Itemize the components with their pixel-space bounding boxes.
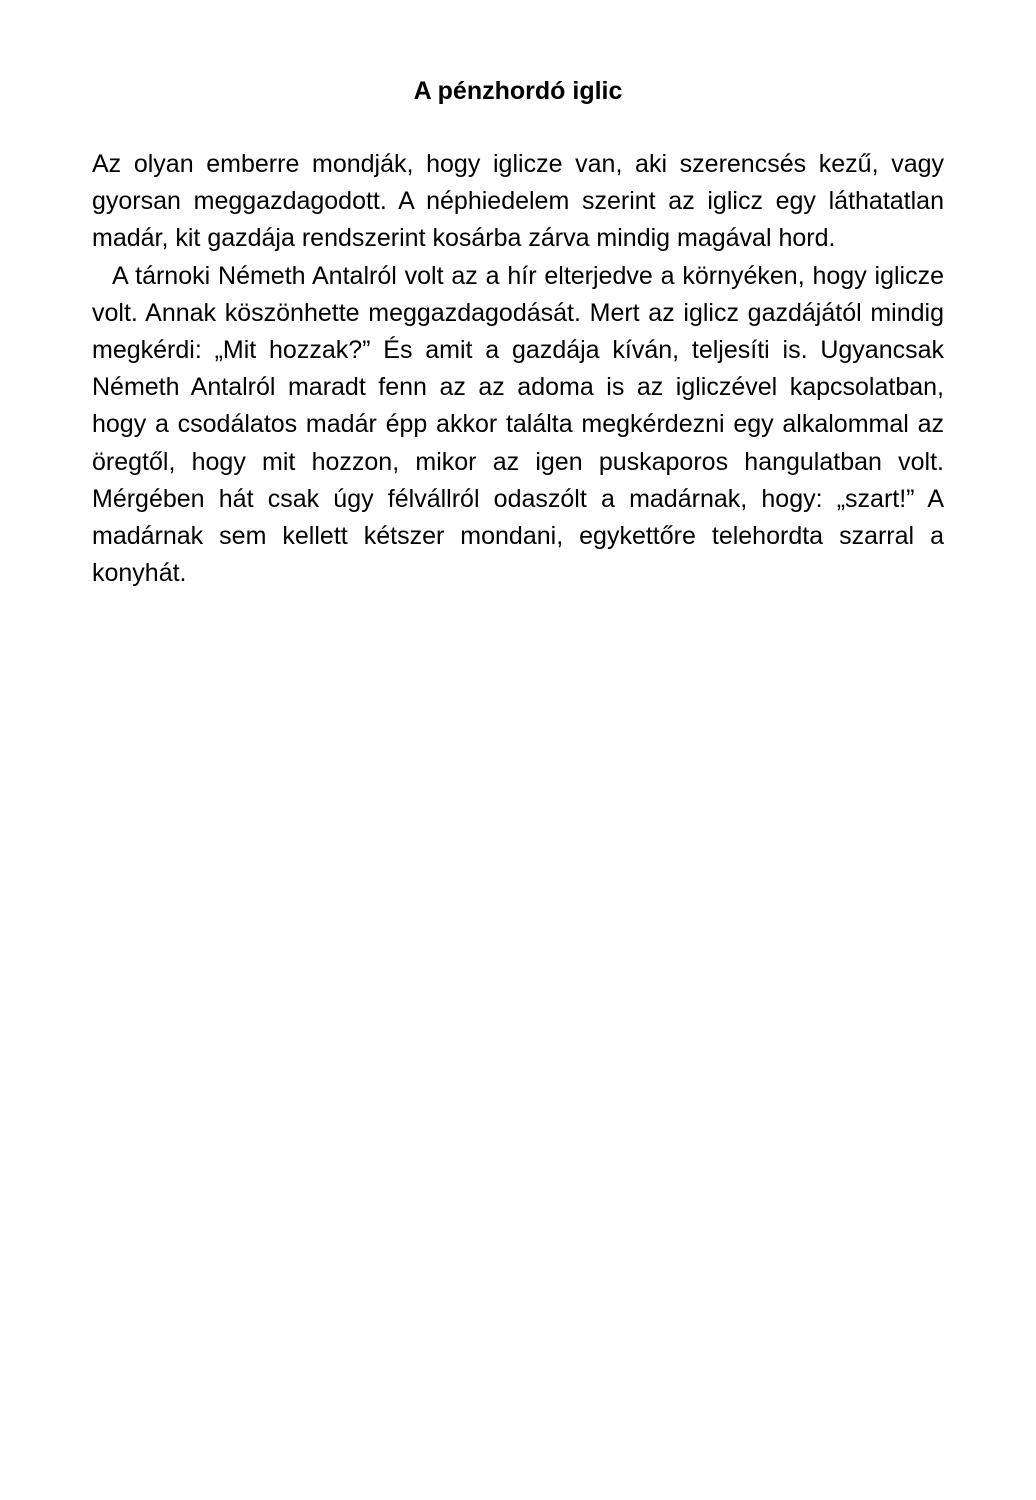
document-title: A pénzhordó iglic (413, 77, 623, 105)
paragraph-2: A tárnoki Németh Antalról volt az a hír elterjedve a környéken, hogy iglicze volt. Annak köszönhette meggazdagodását. Mert az iglicz gazdájától mindig megkérdi: „Mit hozzak?” És amit a gazdája kíván, teljesíti is. Ugyancsak Németh Antalról maradt fenn az az adoma is az igliczével kapcsolatban, hogy a csodálatos madár épp akkor találta megkérdezni egy alkalommal az öregtől, hogy mit hozzon, mikor az igen puskaporos hangulatban volt. Mérgében hát csak úgy félvállról odaszólt a madárnak, hogy: „szart!” A madárnak sem kellett kétszer mondani, egykettőre telehordta szarral a konyhát. (92, 261, 944, 588)
document-body (92, 146, 944, 592)
paragraph-1: Az olyan emberre mondják, hogy iglicze van, aki szerencsés kezű, vagy gyorsan meggazdagodott. A néphiedelem szerint az iglicz egy láthatatlan madár, kit gazdája rendszerint kosárba zárva mindig magával hord. (92, 150, 944, 253)
